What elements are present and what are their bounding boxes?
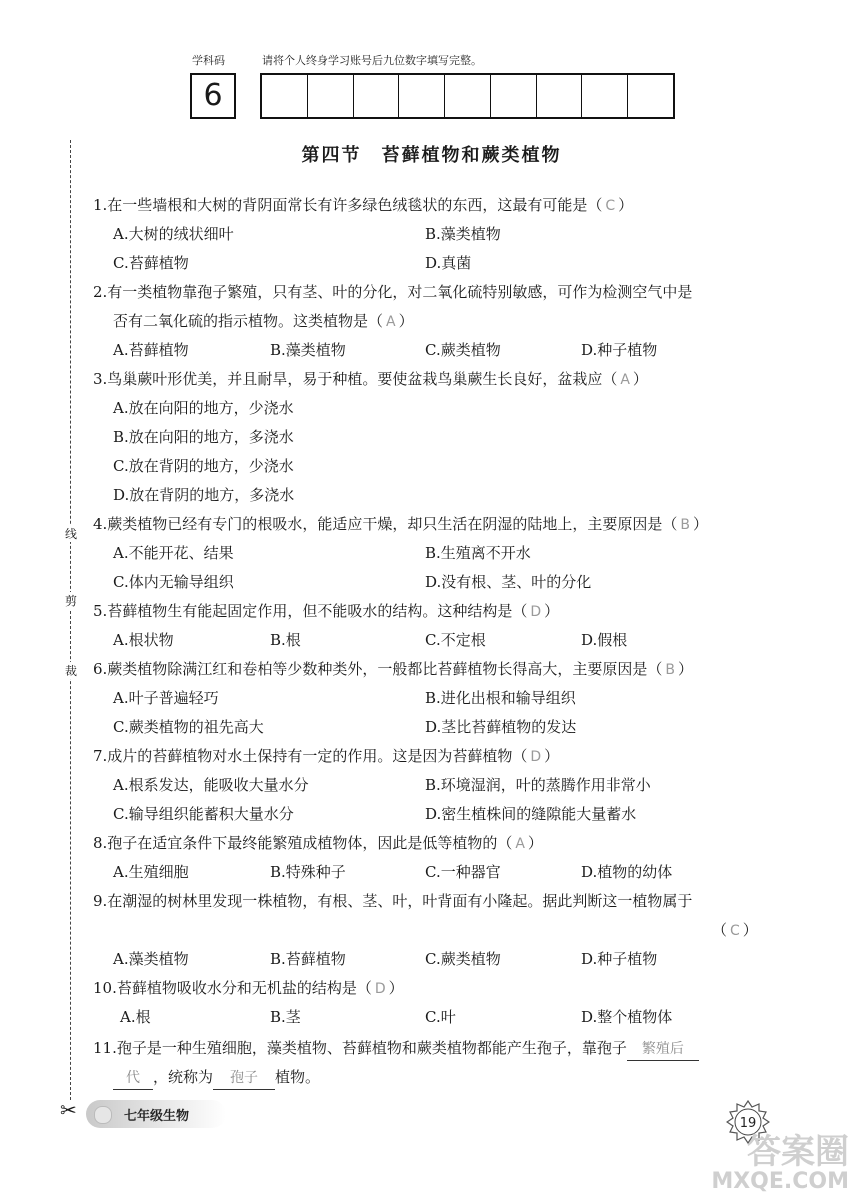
option[interactable]: D.密生植株间的缝隙能大量蓄水 — [425, 805, 637, 823]
option[interactable]: C.一种器官 — [425, 863, 501, 881]
answer-mark: C — [730, 923, 740, 939]
account-id-boxes — [260, 73, 675, 119]
subject-code-label: 学科码 — [192, 54, 225, 67]
option[interactable]: C.蕨类植物 — [425, 950, 501, 968]
question-2-stem-cont: 否有二氧化硫的指示植物。这类植物是（ A ） — [113, 312, 414, 330]
question-1-stem: 1.在一些墙根和大树的背阴面常长有许多绿色绒毯状的东西，这最有可能是（ C ） — [93, 196, 634, 214]
answer-mark: D — [530, 749, 542, 765]
option[interactable]: D.没有根、茎、叶的分化 — [425, 573, 592, 591]
id-digit-cell[interactable] — [582, 75, 628, 117]
option[interactable]: D.种子植物 — [581, 950, 658, 968]
option[interactable]: B.环境湿润，叶的蒸腾作用非常小 — [425, 776, 651, 794]
option[interactable]: C.苔藓植物 — [113, 254, 189, 272]
watermark-logo — [711, 1134, 849, 1194]
scissors-icon: ✂ — [60, 1098, 77, 1122]
cut-line-char: 裁 — [62, 662, 80, 679]
question-11-stem: 11.孢子是一种生殖细胞，藻类植物、苔藓植物和蕨类植物都能产生孢子，靠孢子 繁殖后 — [93, 1037, 699, 1059]
id-digit-cell[interactable] — [262, 75, 308, 117]
question-9-stem: 9.在潮湿的树林里发现一株植物，有根、茎、叶，叶背面有小隆起。据此判断这一植物属于 — [93, 892, 693, 910]
id-instruction: 请将个人终身学习账号后九位数字填写完整。 — [262, 54, 482, 67]
option[interactable]: A.不能开花、结果 — [113, 544, 234, 562]
option[interactable]: A.根 — [120, 1008, 151, 1026]
option[interactable]: D.植物的幼体 — [581, 863, 673, 881]
question-8-stem: 8.孢子在适宜条件下最终能繁殖成植物体，因此是低等植物的（ A ） — [93, 834, 543, 852]
answer-mark: A — [620, 372, 630, 388]
footer-dot-icon — [94, 1106, 112, 1124]
option[interactable]: A.藻类植物 — [113, 950, 189, 968]
question-10-stem: 10.苔藓植物吸收水分和无机盐的结构是（ D ） — [93, 979, 404, 997]
option[interactable]: D.种子植物 — [581, 341, 658, 359]
option[interactable]: D.假根 — [581, 631, 628, 649]
answer-mark: A — [386, 314, 396, 330]
id-digit-cell[interactable] — [628, 75, 673, 117]
option[interactable]: A.根状物 — [113, 631, 174, 649]
id-digit-cell[interactable] — [491, 75, 537, 117]
option[interactable]: B.藻类植物 — [425, 225, 501, 243]
answer-mark: B — [680, 517, 690, 533]
option[interactable]: A.根系发达，能吸收大量水分 — [113, 776, 309, 794]
option[interactable]: A.大树的绒状细叶 — [113, 225, 234, 243]
option[interactable]: C.输导组织能蓄积大量水分 — [113, 805, 294, 823]
fill-blank[interactable]: 孢子 — [213, 1067, 275, 1090]
option[interactable]: D.真菌 — [425, 254, 472, 272]
question-7-stem: 7.成片的苔藓植物对水土保持有一定的作用。这是因为苔藓植物（ D ） — [93, 747, 560, 765]
answer-mark: D — [530, 604, 542, 620]
question-2-stem: 2.有一类植物靠孢子繁殖，只有茎、叶的分化，对二氧化硫特别敏感，可作为检测空气中是 — [93, 283, 693, 301]
question-11-stem-cont: 代 ，统称为 孢子 植物。 — [113, 1066, 320, 1088]
option[interactable]: B.苔藓植物 — [270, 950, 346, 968]
option[interactable]: A.放在向阳的地方，少浇水 — [113, 399, 294, 417]
answer-mark: B — [665, 662, 675, 678]
option[interactable]: C.放在背阴的地方，少浇水 — [113, 457, 294, 475]
option[interactable]: B.藻类植物 — [270, 341, 346, 359]
option[interactable]: A.叶子普遍轻巧 — [113, 689, 219, 707]
id-digit-cell[interactable] — [445, 75, 491, 117]
id-digit-cell[interactable] — [354, 75, 400, 117]
option[interactable]: B.特殊种子 — [270, 863, 346, 881]
fill-blank[interactable]: 代 — [113, 1067, 153, 1090]
page-number: 19 — [739, 1116, 757, 1131]
option[interactable]: C.蕨类植物的祖先高大 — [113, 718, 264, 736]
question-9-answer: （ C ） — [712, 921, 758, 939]
option[interactable]: C.叶 — [425, 1008, 456, 1026]
option[interactable]: A.生殖细胞 — [113, 863, 189, 881]
option[interactable]: B.根 — [270, 631, 301, 649]
answer-mark: A — [515, 836, 525, 852]
question-6-stem: 6.蕨类植物除满江红和卷柏等少数种类外，一般都比苔藓植物长得高大，主要原因是（ B ） — [93, 660, 693, 678]
page-title: 第四节 苔藓植物和蕨类植物 — [301, 145, 562, 166]
id-digit-cell[interactable] — [537, 75, 583, 117]
cut-line-char: 线 — [62, 525, 80, 542]
answer-mark: C — [605, 198, 616, 214]
question-3-stem: 3.鸟巢蕨叶形优美，并且耐旱，易于种植。要使盆栽鸟巢蕨生长良好，盆栽应（ A ） — [93, 370, 648, 388]
cut-line-char: 剪 — [62, 592, 80, 609]
option[interactable]: C.体内无输导组织 — [113, 573, 234, 591]
option[interactable]: A.苔藓植物 — [113, 341, 189, 359]
answer-mark: D — [374, 981, 386, 997]
id-digit-cell[interactable] — [308, 75, 354, 117]
option[interactable]: C.不定根 — [425, 631, 486, 649]
footer-subject: 七年级生物 — [124, 1109, 190, 1124]
option[interactable]: D.放在背阴的地方，多浇水 — [113, 486, 295, 504]
option[interactable]: D.整个植物体 — [581, 1008, 673, 1026]
watermark-main: 答案圈 — [747, 1132, 849, 1172]
question-4-stem: 4.蕨类植物已经有专门的根吸水，能适应干燥，却只生活在阴湿的陆地上，主要原因是（ B ） — [93, 515, 708, 533]
watermark-sub: MXQE.COM — [711, 1169, 849, 1194]
option[interactable]: D.茎比苔藓植物的发达 — [425, 718, 577, 736]
option[interactable]: B.进化出根和输导组织 — [425, 689, 576, 707]
question-5-stem: 5.苔藓植物生有能起固定作用，但不能吸水的结构。这种结构是（ D ） — [93, 602, 560, 620]
option[interactable]: C.蕨类植物 — [425, 341, 501, 359]
fill-blank[interactable]: 繁殖后 — [627, 1038, 699, 1061]
id-digit-cell[interactable] — [399, 75, 445, 117]
subject-code-box: 6 — [190, 73, 236, 119]
cut-line — [70, 140, 71, 1100]
option[interactable]: B.放在向阳的地方，多浇水 — [113, 428, 294, 446]
option[interactable]: B.茎 — [270, 1008, 301, 1026]
option[interactable]: B.生殖离不开水 — [425, 544, 531, 562]
